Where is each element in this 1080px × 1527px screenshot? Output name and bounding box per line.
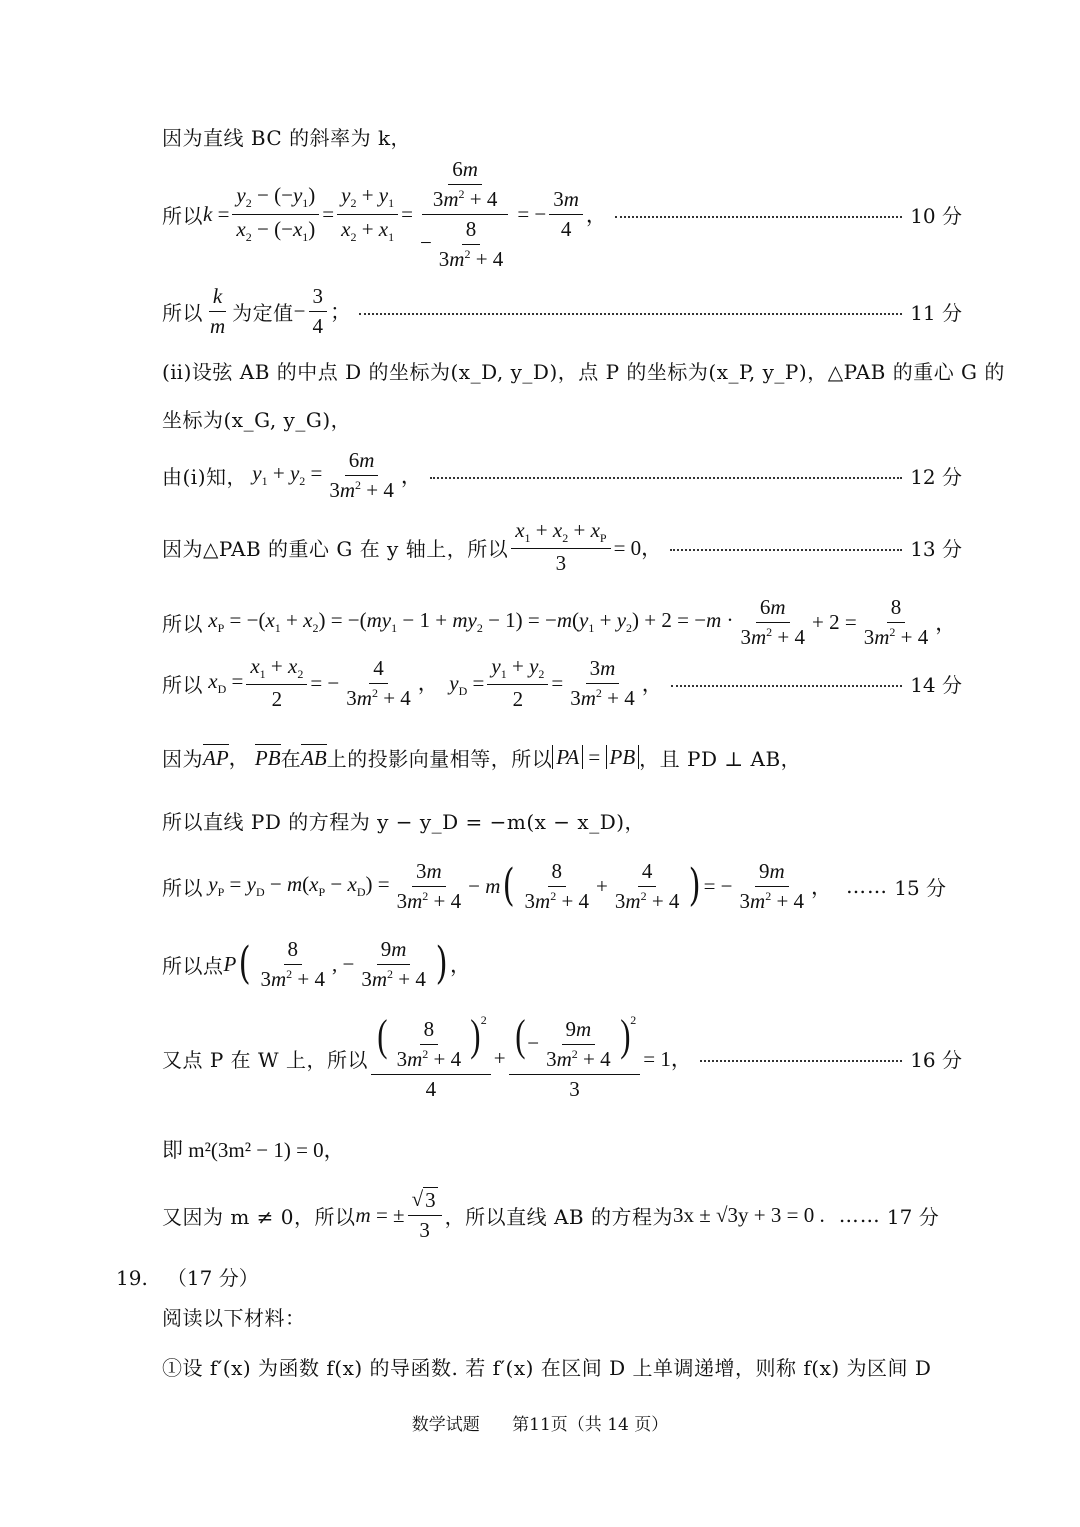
- line-k-formula: 所以 k = $\frac{y_2 - (-y_1)}{x_2 - (-x_1)}$ = $\frac{y_2 + y_1}{x_2 + x_1}$ = $\frac{6m}{3m^2 + 4}$ − $\frac{8}{3m^2 + 4}$ = − $\frac{3m}{4}$ ， 10 分: [162, 156, 962, 271]
- score-leader: [359, 311, 902, 315]
- question-19-intro: 阅读以下材料：: [162, 1306, 306, 1330]
- score-leader: [615, 214, 902, 218]
- question-19-item-1: ①设 f′(x) 为函数 f(x) 的导函数. 若 f′(x) 在区间 D 上单调递增，则称 f(x) 为区间 D: [162, 1356, 932, 1380]
- fraction: $\frac{3m}{4}$: [549, 187, 583, 242]
- line-yp: 所以 $y_P = y_D - m(x_P - x_D)$ = $\frac{3m}{3m^2 + 4}$ − m ( $\frac{8}{3m^2 + 4}$ + $\frac{4}{3m^2 + 4}$ ) = − $\frac{9m}{3m^2 + 4}$ ， …… 15 分: [162, 858, 947, 913]
- line-ii-setup-cont: 坐标为(x_G, y_G)，: [162, 408, 352, 432]
- line-on-ellipse: 又点 P 在 W 上，所以 ( $\frac{8}{3m^2 + 4}$ )$^2$ 4 + ( − $\frac{9m}{3m^2 + 4}$ )$^2$ 3 = 1， 16 分: [162, 1010, 962, 1102]
- score-leader: [700, 1058, 902, 1062]
- score-leader: [671, 683, 902, 687]
- line-xp: 所以 $x_P = -(x_1 + x_2) = -(my_1 - 1 + my_2 - 1) = -m(y_1 + y_2) + 2 = -m$ · $\frac{6m}{3m^2 + 4}$ + 2 = $\frac{8}{3m^2 + 4}$ ，: [162, 594, 957, 649]
- line-bc-slope: 因为直线 BC 的斜率为 k，: [162, 126, 412, 150]
- line-k-over-m: 所以 $\frac{k}{m}$ 为定值 − $\frac{3}{4}$ ； 11 分: [162, 283, 962, 338]
- question-19-number: 19. （17 分）: [116, 1266, 259, 1290]
- line-centroid: 因为△PAB 的重心 G 在 y 轴上，所以 $\frac{x_1 + x_2 + x_P}{3}$ = 0， 13 分: [162, 517, 962, 576]
- line-m-equation: 即 m²(3m² − 1) = 0，: [162, 1138, 345, 1162]
- line-xd-yd: 所以 $x_D$ = $\frac{x_1 + x_2}{2}$ = − $\frac{4}{3m^2 + 4}$ ， $y_D$ = $\frac{y_1 + y_2}{2}$ = $\frac{3m}{3m^2 + 4}$ ， 14 分: [162, 653, 962, 712]
- line-point-p: 所以点 P ( $\frac{8}{3m^2 + 4}$ , − $\frac{9m}{3m^2 + 4}$ ) ，: [162, 936, 472, 991]
- line-projection: 因为 AP ， PB 在 AB 上的投影向量相等，所以 PA = PB ，且 PD ⊥ AB，: [162, 744, 802, 771]
- fraction: $\frac{y_2 - (-y_1)}{x_2 - (-x_1)}$: [232, 183, 319, 244]
- page-footer: 数学试题 第11页（共 14 页）: [411, 1415, 669, 1435]
- compound-fraction: $\frac{6m}{3m^2 + 4}$ − $\frac{8}{3m^2 + 4}$: [416, 157, 514, 272]
- line-pd-equation: 所以直线 PD 的方程为 y − y_D = −m(x − x_D)，: [162, 810, 646, 834]
- line-final-ab: 又因为 m ≠ 0，所以 m = ± √ 3 3 ，所以直线 AB 的方程为 3x ± √3y + 3 = 0 . …… 17 分: [162, 1187, 939, 1242]
- line-y1-plus-y2: 由(ⅰ)知， $y_1 + y_2$ = $\frac{6m}{3m^2 + 4}$ ， 12 分: [162, 447, 962, 502]
- score-leader: [430, 475, 902, 479]
- score-leader: [670, 547, 902, 551]
- line-ii-setup: (ⅱ)设弦 AB 的中点 D 的坐标为(x_D, y_D)，点 P 的坐标为(x_P, y_P)，△PAB 的重心 G 的: [162, 360, 1005, 384]
- fraction: $\frac{y_2 + y_1}{x_2 + x_1}$: [337, 183, 398, 244]
